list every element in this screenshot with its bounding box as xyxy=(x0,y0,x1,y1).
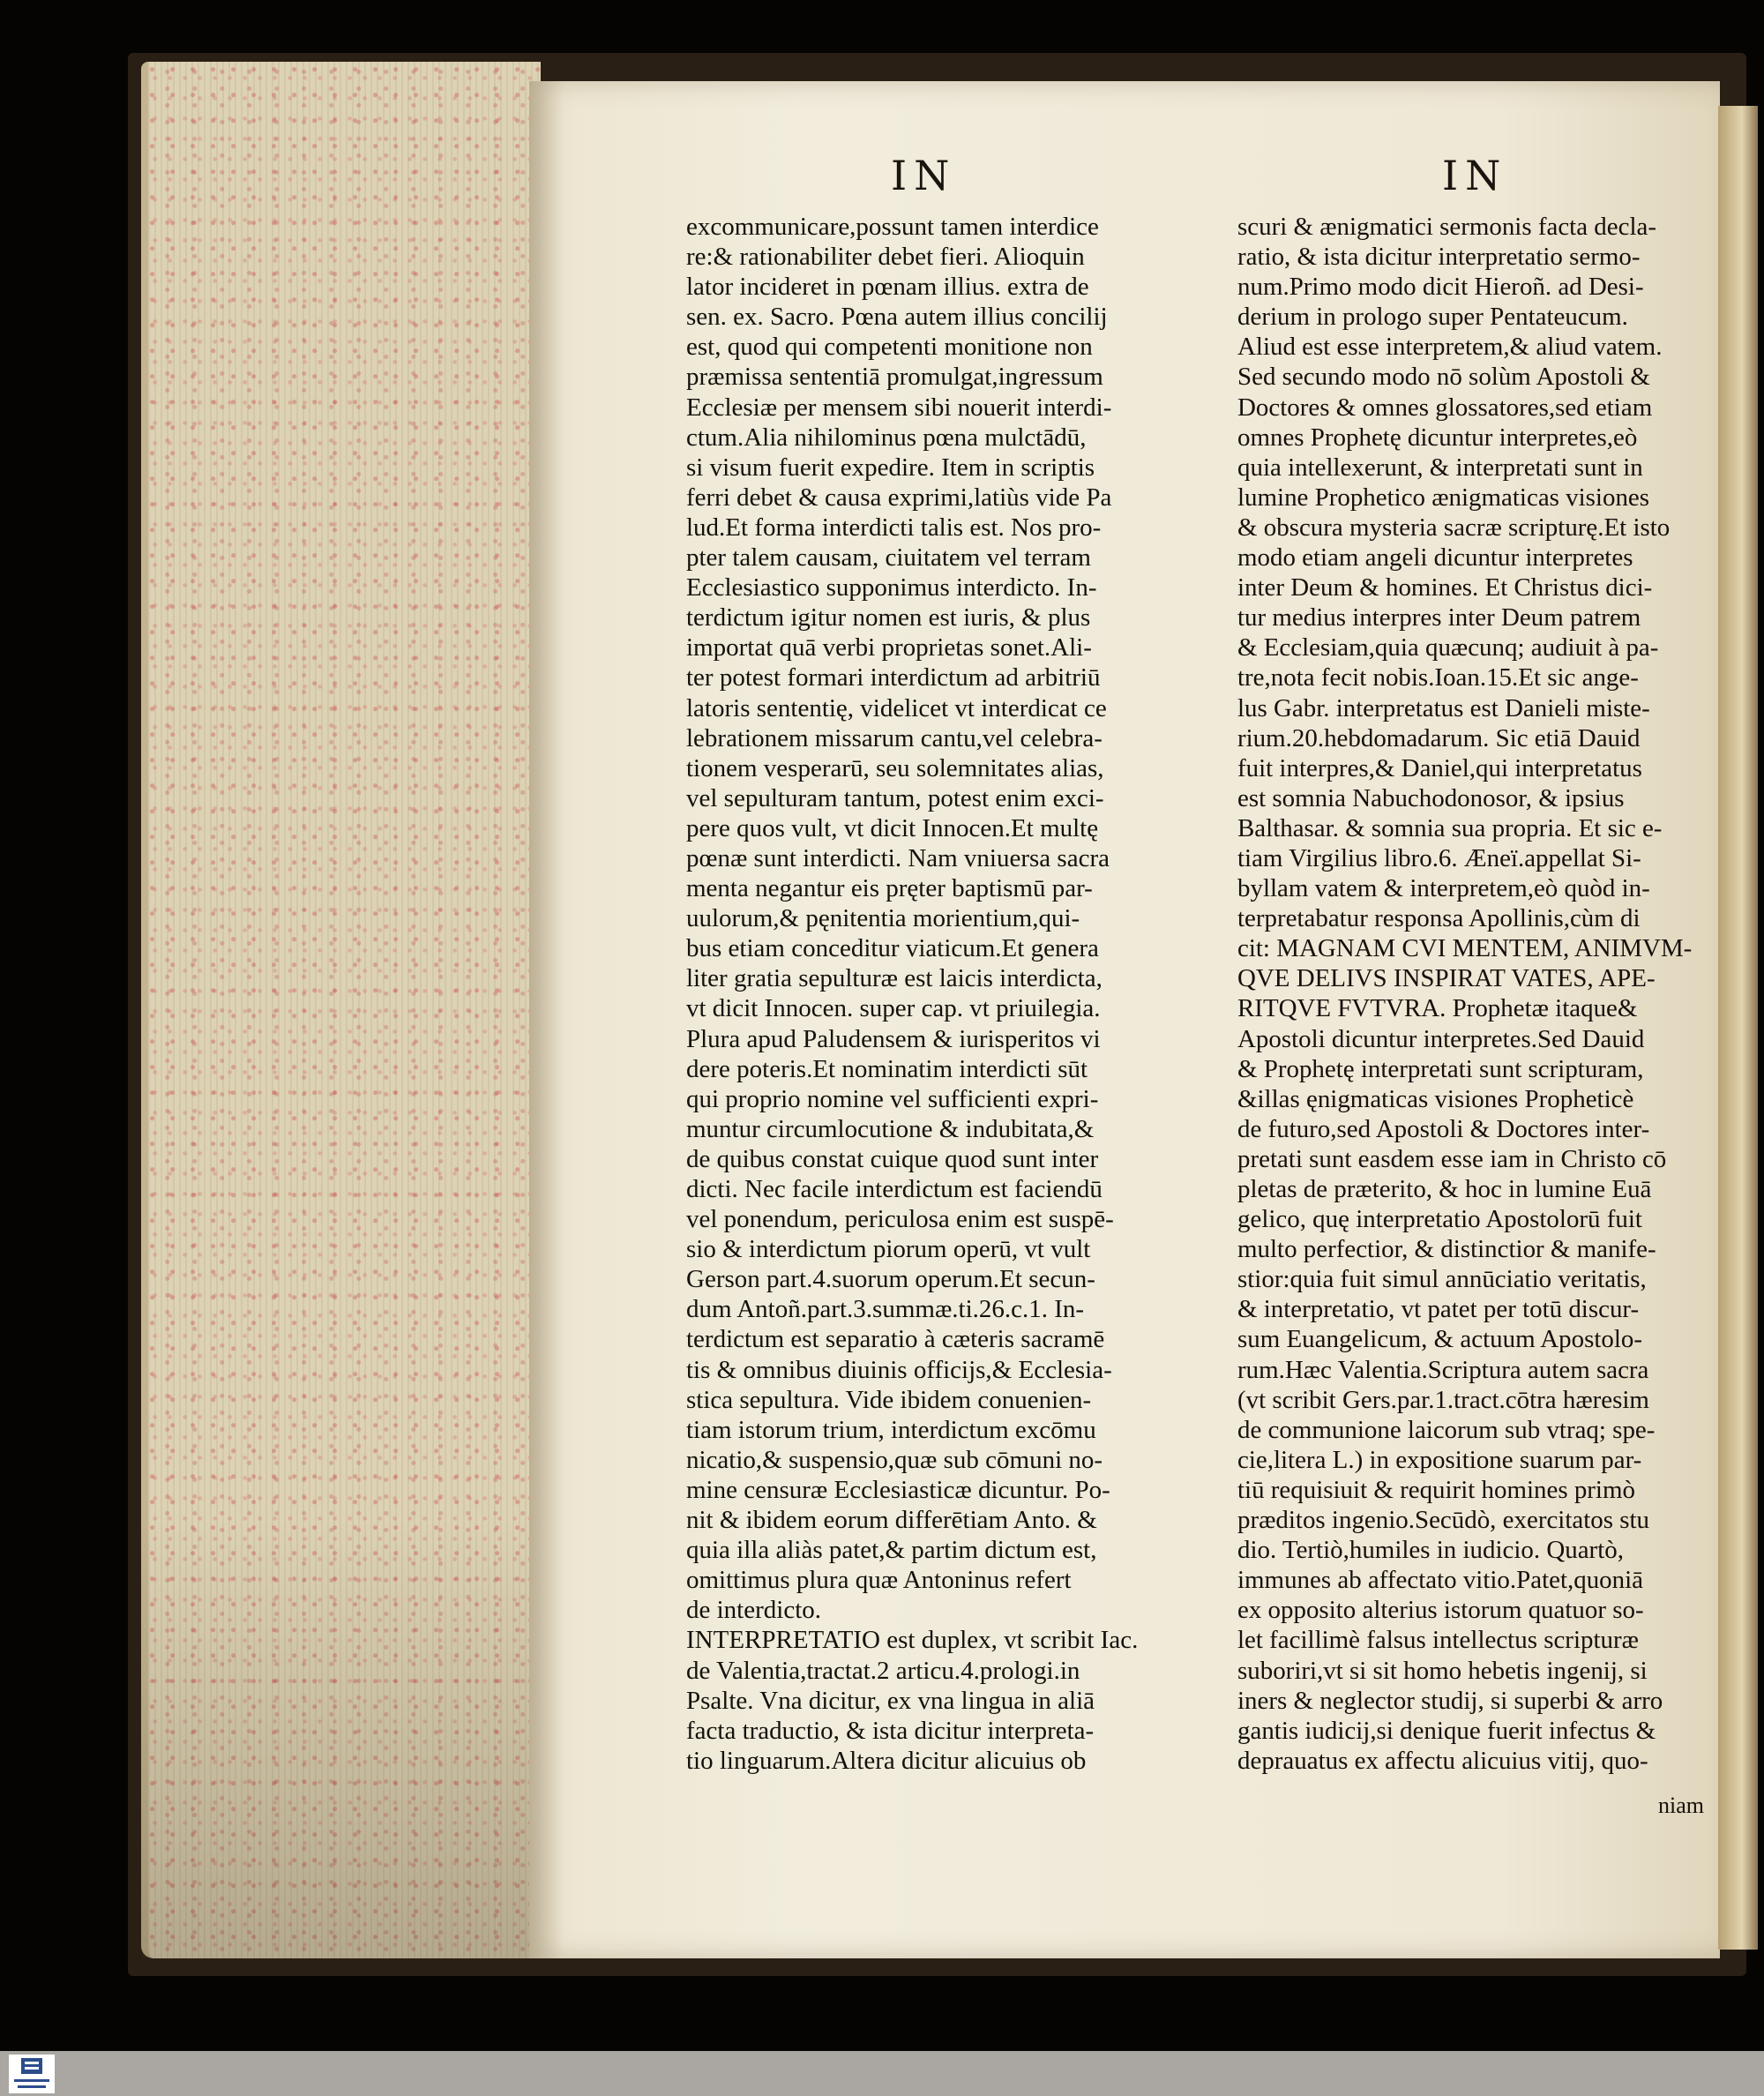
text-line: ter potest formari interdictum ad arbitriū xyxy=(686,663,1101,692)
text-line: cie,litera L.) in expositione suarum par- xyxy=(1237,1445,1642,1474)
text-line: QVE DELIVS INSPIRAT VATES, APE- xyxy=(1237,964,1656,993)
text-line: tiam istorum trium, interdictum excōmu xyxy=(686,1415,1096,1444)
running-head-right: IN xyxy=(1442,152,1508,199)
text-line: latoris sententię, videlicet vt interdicat ce xyxy=(686,693,1107,722)
text-line: lus Gabr. interpretatus est Danieli miste- xyxy=(1237,693,1650,722)
text-line: re:& rationabiliter debet fieri. Alioquin xyxy=(686,243,1085,272)
text-line: si visum fuerit expedire. Item in scriptis xyxy=(686,453,1095,482)
text-line: pter talem causam, ciuitatem vel terram xyxy=(686,543,1091,573)
text-line: dere poteris.Et nominatim interdicti sūt xyxy=(686,1054,1088,1083)
text-line: est, quod qui competenti monitione non xyxy=(686,333,1093,362)
text-line: tio linguarum.Altera dicitur alicuius ob xyxy=(686,1746,1087,1775)
text-line: est somnia Nabuchodonosor, & ipsius xyxy=(1237,783,1625,812)
text-line: pere quos vult, vt dicit Innocen.Et multę xyxy=(686,813,1099,842)
text-line: de quibus constat cuique quod sunt inter xyxy=(686,1144,1099,1173)
text-line: Doctores & omnes glossatores,sed etiam xyxy=(1237,393,1653,422)
text-line: & Ecclesiam,quia quæcunq; audiuit à pa- xyxy=(1237,633,1659,662)
text-line: de interdicto. xyxy=(686,1596,822,1625)
text-line: terpretabatur responsa Apollinis,cùm di xyxy=(1237,904,1641,933)
next-page-edge xyxy=(1718,106,1758,1950)
text-line: modo etiam angeli dicuntur interpretes xyxy=(1237,543,1633,573)
text-line: Apostoli dicuntur interpretes.Sed Dauid xyxy=(1237,1024,1645,1053)
text-line: tiam Virgilius libro.6. Æneï.appellat Si- xyxy=(1237,843,1641,872)
text-line: lud.Et forma interdicti talis est. Nos pro- xyxy=(686,513,1102,542)
text-line: sio & interdictum piorum operū, vt vult xyxy=(686,1235,1091,1264)
text-line: rum.Hæc Valentia.Scriptura autem sacra xyxy=(1237,1355,1649,1384)
text-line: liter gratia sepulturæ est laicis interdicta, xyxy=(686,964,1102,993)
text-line: fuit interpres,& Daniel,qui interpretatus xyxy=(1237,753,1642,782)
text-line: & obscura mysteria sacræ scripturę.Et isto xyxy=(1237,513,1671,542)
text-line: suboriri,vt si sit homo hebetis ingenij, si xyxy=(1237,1656,1648,1685)
text-line: lumine Prophetico ænigmaticas visiones xyxy=(1237,483,1650,512)
text-line: vel ponendum, periculosa enim est suspē- xyxy=(686,1205,1114,1234)
text-line: facta traductio, & ista dicitur interpreta- xyxy=(686,1716,1095,1745)
text-line: omnes Prophetę dicuntur interpretes,eò xyxy=(1237,423,1638,452)
text-line: pœnæ sunt interdicti. Nam vniuersa sacra xyxy=(686,843,1110,872)
text-line: Balthasar. & somnia sua propria. Et sic e- xyxy=(1237,813,1663,842)
catchword: niam xyxy=(1658,1793,1704,1818)
text-line: tis & omnibus diuinis officijs,& Ecclesia- xyxy=(686,1355,1112,1384)
text-line: qui proprio nomine vel sufficienti expri- xyxy=(686,1084,1099,1113)
text-line: rium.20.hebdomadarum. Sic etiā Dauid xyxy=(1237,723,1641,752)
text-line: uulorum,& pęnitentia morientium,qui- xyxy=(686,904,1080,933)
text-line: de futuro,sed Apostoli & Doctores inter- xyxy=(1237,1114,1650,1143)
text-line: vel sepulturam tantum, potest enim exci- xyxy=(686,783,1104,812)
text-line: scuri & ænigmatici sermonis facta decla- xyxy=(1237,213,1656,241)
text-line: vt dicit Innocen. super cap. vt priuilegia. xyxy=(686,994,1101,1023)
text-column-left xyxy=(686,212,1138,1776)
text-line: bus etiam conceditur viaticum.Et genera xyxy=(686,934,1099,963)
text-line: Psalte. Vna dicitur, ex vna lingua in aliā xyxy=(686,1686,1095,1715)
text-line: tre,nota fecit nobis.Ioan.15.Et sic ange- xyxy=(1237,663,1639,692)
text-line: ex opposito alterius istorum quatuor so- xyxy=(1237,1596,1644,1625)
text-line: pretati sunt easdem esse iam in Christo cō xyxy=(1237,1144,1667,1173)
text-line: Gerson part.4.suorum operum.Et secun- xyxy=(686,1265,1095,1294)
viewer-footer-bar xyxy=(0,2051,1764,2096)
text-line: nicatio,& suspensio,quæ sub cōmuni no- xyxy=(686,1445,1103,1474)
text-line: (vt scribit Gers.par.1.tract.cōtra hæresim xyxy=(1237,1385,1649,1414)
text-line: tiū requisiuit & requirit homines primò xyxy=(1237,1475,1635,1504)
text-line: quia illa aliàs patet,& partim dictum est, xyxy=(686,1536,1097,1565)
text-line: pletas de præterito, & hoc in lumine Euā xyxy=(1237,1175,1652,1203)
page-block-shadow xyxy=(141,1517,534,1958)
text-line: & Prophetę interpretati sunt scripturam, xyxy=(1237,1054,1644,1083)
text-line: muntur circumlocutione & indubitata,& xyxy=(686,1114,1095,1143)
text-line: byllam vatem & interpretem,eò quòd in- xyxy=(1237,874,1650,903)
text-line: terdictum est separatio à cæteris sacramē xyxy=(686,1325,1105,1354)
text-line: mine censuræ Ecclesiasticæ dicuntur. Po- xyxy=(686,1475,1110,1504)
text-line: immunes ab affectato vitio.Patet,quoniā xyxy=(1237,1566,1644,1595)
text-line: tionem vesperarū, seu solemnitates alias, xyxy=(686,753,1104,782)
text-line: RITQVE FVTVRA. Prophetæ itaque& xyxy=(1237,994,1638,1023)
library-logo-icon xyxy=(9,2055,55,2093)
text-line: importat quā verbi proprietas sonet.Ali- xyxy=(686,633,1092,662)
text-line: derium in prologo super Pentateucum. xyxy=(1237,303,1628,332)
text-line: præmissa sententiā promulgat,ingressum xyxy=(686,363,1103,392)
text-line: dicti. Nec facile interdictum est faciendū xyxy=(686,1175,1102,1203)
running-head-left: IN xyxy=(891,152,957,199)
text-line: Plura apud Paludensem & iurisperitos vi xyxy=(686,1024,1101,1053)
text-line: Sed secundo modo nō solùm Apostoli & xyxy=(1237,363,1650,392)
text-line: quia intellexerunt, & interpretati sunt in xyxy=(1237,453,1643,482)
text-line: sen. ex. Sacro. Pœna autem illius concilij xyxy=(686,303,1108,332)
text-line: de communione laicorum sub vtraq; spe- xyxy=(1237,1415,1656,1444)
text-line: terdictum igitur nomen est iuris, & plus xyxy=(686,603,1091,633)
text-line: Ecclesiæ per mensem sibi nouerit interdi- xyxy=(686,393,1112,422)
text-line: præditos ingenio.Secūdò, exercitatos stu xyxy=(1237,1506,1650,1535)
text-line: menta negantur eis pręter baptismū par- xyxy=(686,874,1093,903)
text-line: & interpretatio, vt patet per totū discur- xyxy=(1237,1295,1640,1324)
text-column-right xyxy=(1237,212,1693,1776)
text-line: deprauatus ex affectu alicuius vitij, quo- xyxy=(1237,1746,1648,1775)
text-line: nit & ibidem eorum differētiam Anto. & xyxy=(686,1506,1097,1535)
text-line: let facillimè falsus intellectus scripturæ xyxy=(1237,1626,1639,1655)
text-line: tur medius interpres inter Deum patrem xyxy=(1237,603,1641,633)
text-line: ratio, & ista dicitur interpretatio sermo- xyxy=(1237,243,1641,272)
text-line: sum Euangelicum, & actuum Apostolo- xyxy=(1237,1325,1643,1354)
text-line: cit: MAGNAM CVI MENTEM, ANIMVM- xyxy=(1237,934,1693,963)
text-line: stior:quia fuit simul annūciatio veritatis, xyxy=(1237,1265,1647,1294)
text-line: lator incideret in pœnam illius. extra de xyxy=(686,273,1089,302)
text-line: Aliud est esse interpretem,& aliud vatem. xyxy=(1237,333,1663,362)
text-line: dio. Tertiò,humiles in iudicio. Quartò, xyxy=(1237,1536,1624,1565)
text-line: lebrationem missarum cantu,vel celebra- xyxy=(686,723,1102,752)
text-line: ctum.Alia nihilominus pœna mulctādū, xyxy=(686,423,1087,452)
text-line: gelico, quę interpretatio Apostolorū fuit xyxy=(1237,1205,1642,1234)
text-line: gantis iudicij,si denique fuerit infectus & xyxy=(1237,1716,1656,1745)
text-line: iners & neglector studij, si superbi & arro xyxy=(1237,1686,1663,1715)
text-line: Ecclesiastico supponimus interdicto. In- xyxy=(686,573,1097,603)
text-line: num.Primo modo dicit Hieroñ. ad Desi- xyxy=(1237,273,1644,302)
text-line: excommunicare,possunt tamen interdice xyxy=(686,213,1099,241)
text-line: stica sepultura. Vide ibidem conuenien- xyxy=(686,1385,1092,1414)
text-line: &illas ęnigmaticas visiones Propheticè xyxy=(1237,1084,1634,1113)
text-line: ferri debet & causa exprimi,latiùs vide Pa xyxy=(686,483,1112,512)
text-line: inter Deum & homines. Et Christus dici- xyxy=(1237,573,1653,603)
text-line: de Valentia,tractat.2 articu.4.prologi.in xyxy=(686,1656,1080,1685)
text-line: dum Antoñ.part.3.summæ.ti.26.c.1. In- xyxy=(686,1295,1085,1324)
text-line: omittimus plura quæ Antoninus refert xyxy=(686,1566,1072,1595)
text-line: multo perfectior, & distinctior & manife- xyxy=(1237,1235,1656,1264)
text-line: INTERPRETATIO est duplex, vt scribit Iac. xyxy=(686,1626,1139,1655)
